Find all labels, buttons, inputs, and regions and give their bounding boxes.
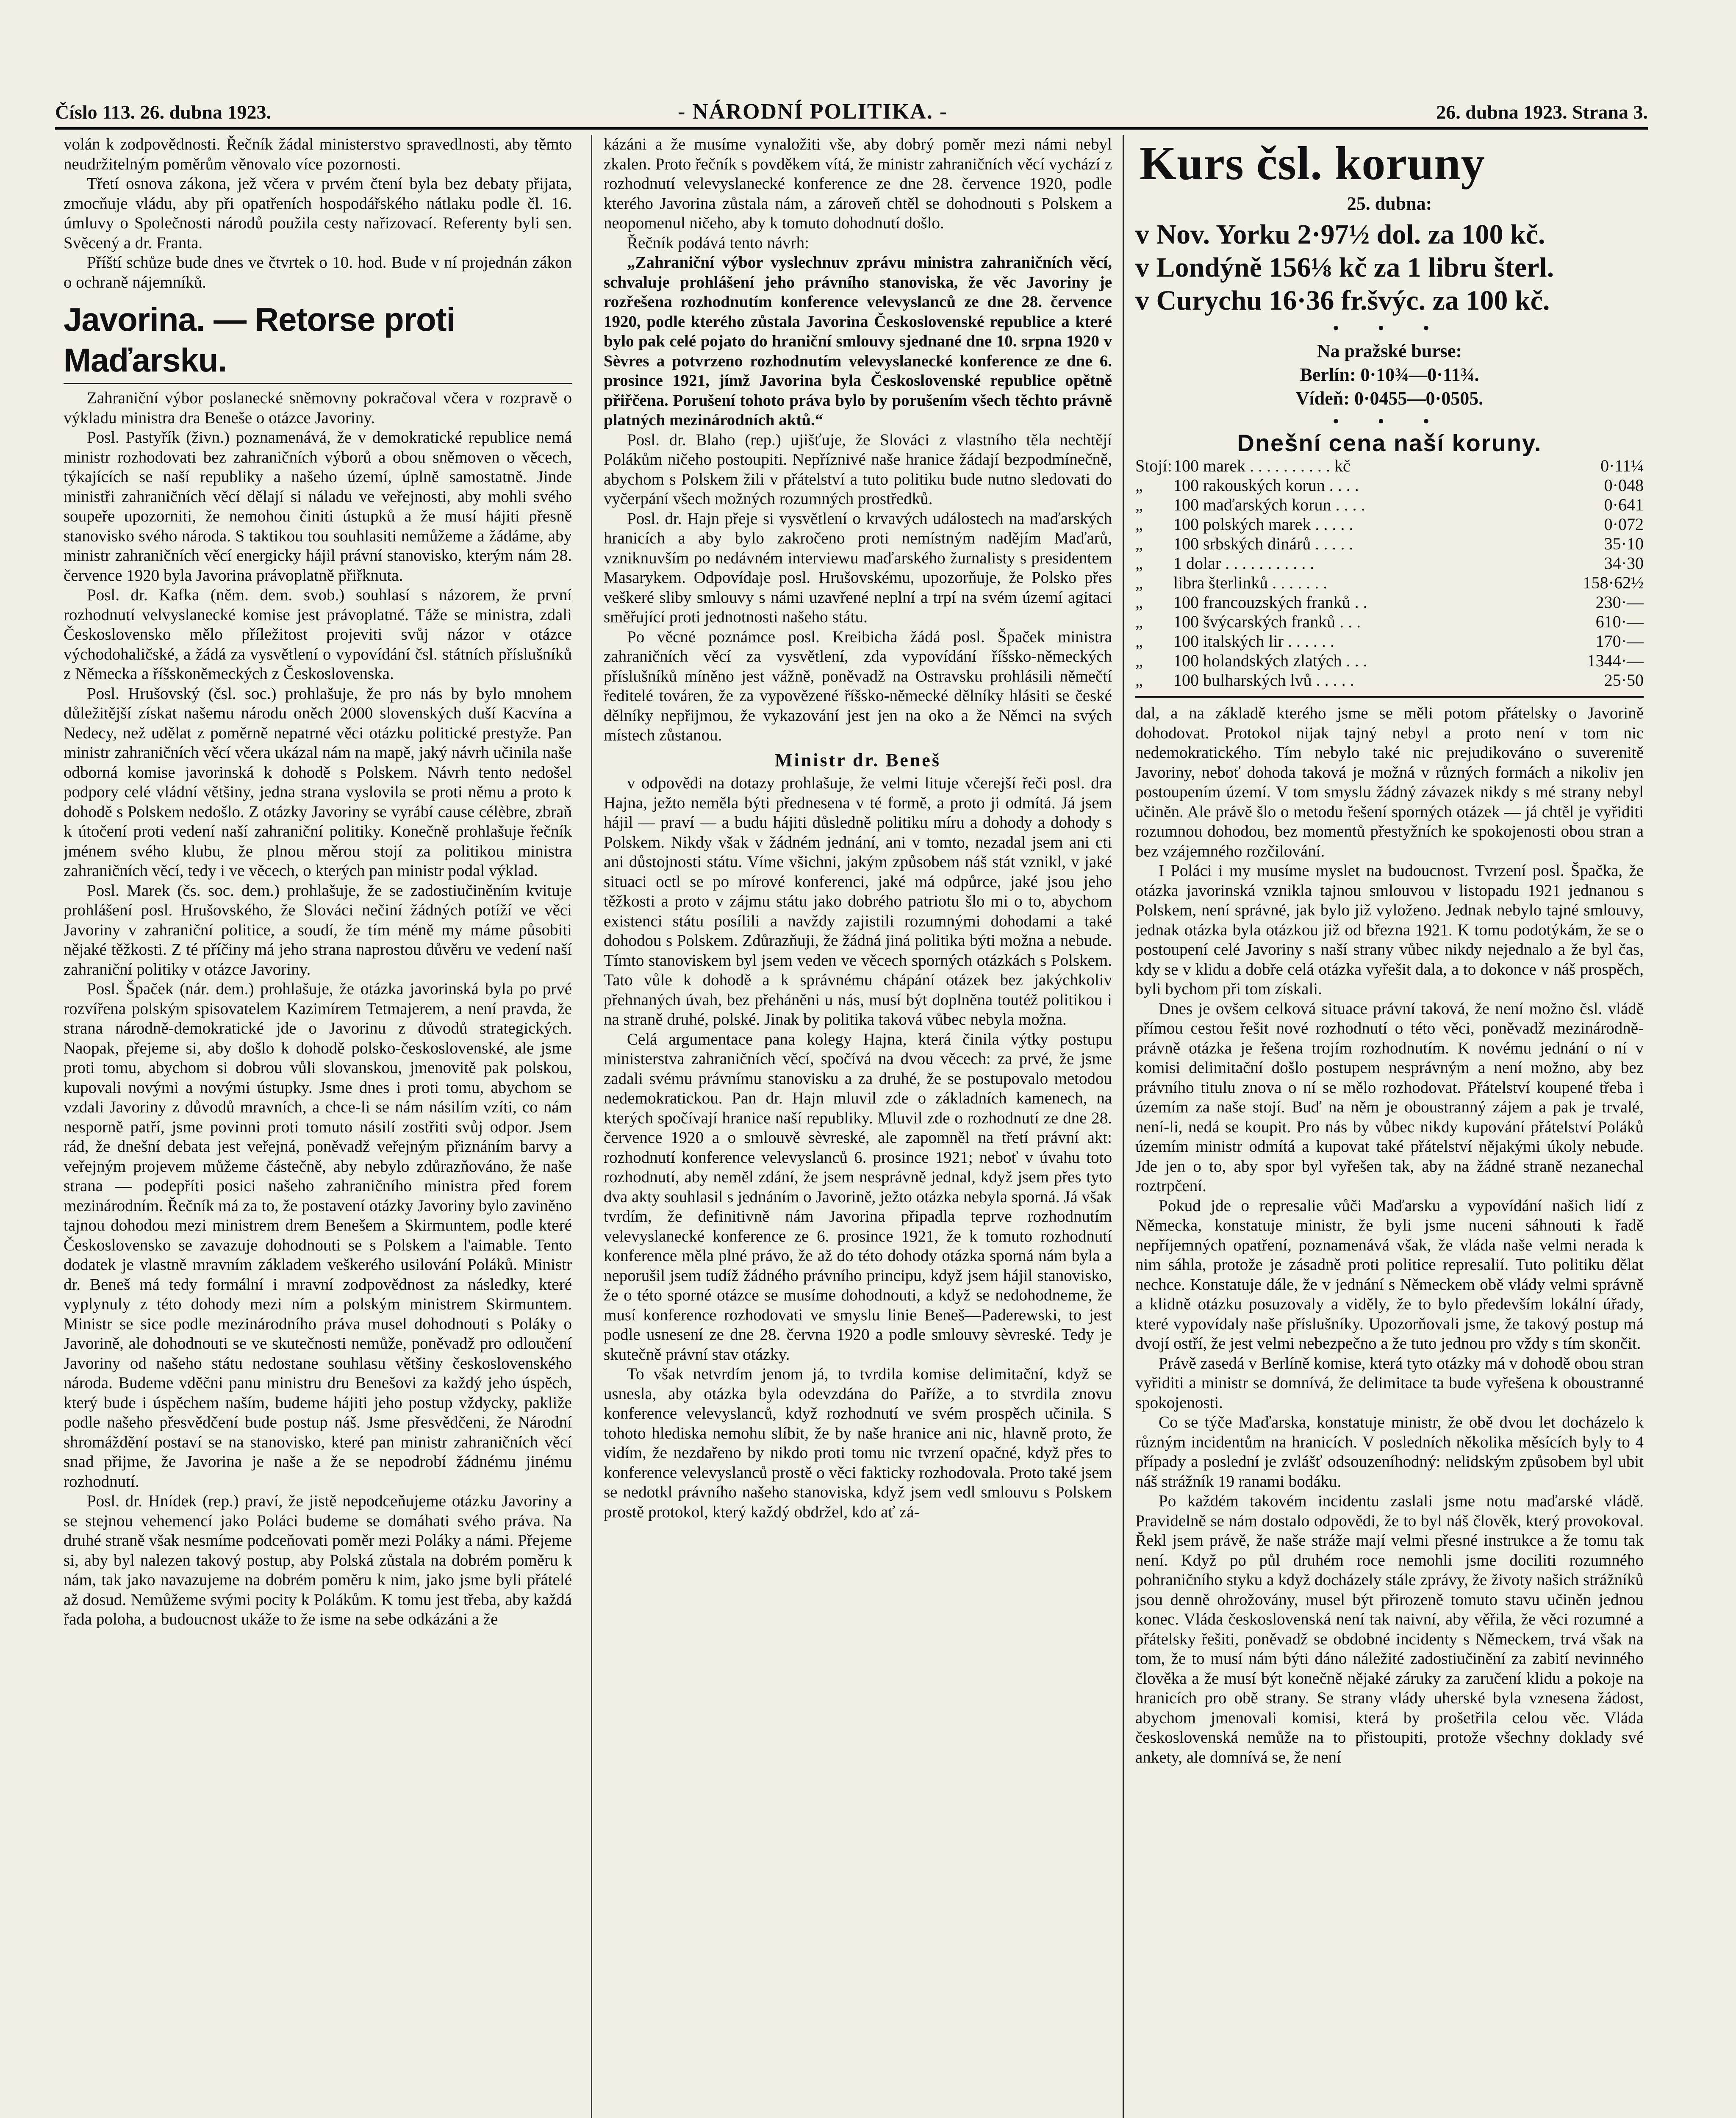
price-row-item: 100 srbských dinárů . . . . . bbox=[1173, 534, 1353, 553]
paragraph: v odpovědi na dotazy prohlašuje, že velmi lituje včerejší řeči posl. dra Hajna, ježto neměla býti přednesena v té formě, a proto ji odmítá. Já jsem hájil — praví — a budu hájiti důsledně politiku míru a dohody a dohody s Polskem. Nikdy však v žádném jednání, ani v tomto, nezadal jsem ani cti ani důstojnosti státu. Víme všichni, jakým způsobem náš stát vznikl, v jaké situaci octl se po mírové konferenci, jaké má odpůrce, jaké jsou jeho těžkosti a proto v zájmu státu jako dobrého patriotu šlo mi o to, abychom existenci státu posílili a navždy zajistili rozumnými dohodami a také dohodou s Polskem. Zdůrazňuji, že žádná jiná politika býti možna a nebude. Tímto stanoviskem byl jsem veden ve věcech sporných otázkách s Polskem. Tato vůle k dohodě a k správnému chápání otázek bez jakýchkoliv přehnaných úvah, bez přeháněni u nás, musí být doplněna toutéž politikou i na straně druhé, polské. Jinak by politika taková vůbec nebyla možna. bbox=[604, 774, 1112, 1029]
price-row bbox=[1135, 534, 1644, 554]
price-row-marker: „ bbox=[1135, 671, 1143, 690]
rate-new-york: v Nov. Yorku 2·97½ dol. za 100 kč. bbox=[1135, 219, 1545, 250]
price-row-marker: „ bbox=[1135, 651, 1143, 670]
price-row-item: 100 rakouských korun . . . . bbox=[1173, 476, 1359, 495]
masthead bbox=[55, 97, 1648, 126]
separator-dots: • • • bbox=[1332, 317, 1447, 338]
paragraph: Příští schůze bude dnes ve čtvrtek o 10. hod. Bude v ní projednán zákon o ochraně nájemníků. bbox=[64, 253, 572, 291]
price-row-marker: „ bbox=[1135, 573, 1143, 592]
rate-zurich: v Curychu 16·36 fr.švýc. za 100 kč. bbox=[1135, 285, 1550, 316]
price-row bbox=[1135, 671, 1644, 690]
crown-price-title: Dnešní cena naší koruny. bbox=[1237, 429, 1542, 456]
exchange-rate-title: Kurs čsl. koruny bbox=[1140, 137, 1485, 190]
column-divider bbox=[591, 135, 592, 2118]
paragraph: Posl. Marek (čs. soc. dem.) prohlašuje, že se zadostiučiněním kvituje prohlášení posl. Hrušovského, že Slováci nečiní žádných potíží ve věci Javoriny v zahraniční politice, a soudí, že tím méně my máme působiti nějaké těžkosti. Z té příčiny má jeho strana naprostou důvěru ve vedení naší zahraniční politiky v otázce Javoriny. bbox=[64, 881, 572, 979]
paragraph: Posl. Pastyřík (živn.) poznamenává, že v demokratické republice nemá ministr rozhodovati bez zahraničních výborů a obou sněmoven o věcech, týkajících se naší republiky a našeho území, úplně samostatně. Jinde ministři zahraničních věcí dělají si náladu ve veřejnosti, aby mohli svého soupeře upozorniti, že nemohou činiti ústupků a že musí hájiti přesně stanovisko svého národa. S taktikou tou souhlasiti nemůžeme a žádáme, aby ministr zahraničních věcí energicky hájil právní stanovisko, kterým nám 28. července 1920 byla Javorina právoplatně přiřknuta. bbox=[64, 428, 572, 585]
column-2 bbox=[604, 135, 1112, 2118]
price-row-value: 158·62½ bbox=[1583, 573, 1644, 592]
crown-price-table bbox=[1135, 456, 1644, 690]
price-row-item: 100 švýcarských franků . . . bbox=[1173, 612, 1361, 631]
paragraph: Dnes je ovšem celková situace právní taková, že není možno čsl. vládě přímou cestou řešit nové rozhodnutí o této věci, poněvadž mezinárodně-právně otázka je řešena trojím rozhodnutím. K novému jednání o ní v komisi delimitační došlo postupem nesprávným a není možno, aby bez právního titulu znova o ní se mělo rozhodovat. Přátelství koupené třeba i územím za naše stojí. Buď na něm je oboustranný zájem a pak je trvalé, není-li, nedá se koupit. Pro nás by vůbec nikdy kupování přátelství Poláků územím ministr odmítá a kupovat také přátelství nějakými úkoly nebude. Jde jen o to, aby spor byl vyřešen tak, aby na žádné straně nezanechal roztrpčení. bbox=[1135, 999, 1644, 1195]
price-row-value: 35·10 bbox=[1604, 534, 1644, 553]
price-row-marker: „ bbox=[1135, 612, 1143, 631]
price-row-item: 1 dolar . . . . . . . . . . . bbox=[1173, 554, 1314, 573]
column-divider bbox=[1123, 135, 1124, 2118]
price-row-value: 0·641 bbox=[1604, 495, 1644, 514]
burse-title: Na pražské burse: bbox=[1317, 340, 1462, 361]
paragraph: Po každém takovém incidentu zaslali jsme notu maďarské vládě. Pravidelně se nám dostalo odpovědi, že to byl náš člověk, který provokoval. Řekl jsem právě, že naše stráže mají velmi přesné instrukce a že tomu tak není. Když po půl druhém roce nemohli jsme dociliti rozumného pohraničního styku a když docházely stále zprávy, že životy našich strážníků jsou denně ohrožovány, musel být přirozeně tomuto stavu učiněn jednou konec. Vláda československá není tak naivní, aby věřila, že věci rozumné a přátelsky řešiti, poněvadž se obdobné incidenty s Německem, trvá však na tom, že to musí nám býti dáno náležité zadostiučinění za zabití nevinného člověka a že musí být konečně nějaké záruky za zaručení klidu a pokoje na hranicích pro obě strany. Se strany vlády uherské byla vznesena žádost, abychom jmenovali komisi, která by prošetřila celou věc. Vláda československá nemůže na to přistoupiti, protože všechny doklady své ankety, ale domnívá se, že není bbox=[1135, 1492, 1644, 1766]
paragraph: Právě zasedá v Berlíně komise, která tyto otázky má v dohodě obou stran vyřiditi a ministr se domnívá, že delimitace ta bude vyřešena k oboustranné spokojenosti. bbox=[1135, 1354, 1644, 1412]
price-row bbox=[1135, 456, 1644, 476]
paragraph: Posl. dr. Kafka (něm. dem. svob.) souhlasí s názorem, že první rozhodnutí velvyslanecké komise jest právoplatné. Táže se ministra, zdali Československo mělo příležitost projeviti svůj názor v otázce východohaličské, a žádá za vysvětlení o vypovídání čsl. státních příslušníků z Německa a říšskoněmeckých z Československa. bbox=[64, 586, 572, 683]
paragraph: Zahraniční výbor poslanecké sněmovny pokračoval včera v rozpravě o výkladu ministra dra Beneše o otázce Javoriny. bbox=[64, 389, 572, 427]
paragraph: kázáni a že musíme vynaložiti vše, aby dobrý poměr mezi námi nebyl zkalen. Proto řečník s povděkem vítá, že ministr zahraničních věcí vychází z rozhodnutí velevyslanecké konference ze dne 28. července 1920, podle kterého Javorina zůstala nám, a zároveň chtěl se dohodnouti s Polskem a neopomenul ničeho, aby k tomuto dohodnutí došlo. bbox=[604, 135, 1112, 232]
price-row-item: 100 francouzských franků . . bbox=[1173, 593, 1367, 612]
exchange-rate-date: 25. dubna: bbox=[1347, 193, 1432, 214]
column-3 bbox=[1135, 135, 1644, 2118]
price-row bbox=[1135, 612, 1644, 632]
price-row-value: 230·— bbox=[1595, 593, 1644, 612]
newspaper-title: - NÁRODNÍ POLITIKA. - bbox=[678, 100, 948, 124]
price-row bbox=[1135, 495, 1644, 515]
price-row-marker: „ bbox=[1135, 554, 1143, 573]
price-row bbox=[1135, 476, 1644, 495]
price-row-value: 1344·— bbox=[1587, 651, 1644, 670]
price-row-value: 0·072 bbox=[1604, 515, 1644, 534]
price-row-marker: „ bbox=[1135, 593, 1143, 612]
burse-vienna: Vídeň: 0·0455—0·0505. bbox=[1295, 388, 1484, 409]
rate-london: v Londýně 156⅛ kč za 1 libru šterl. bbox=[1135, 252, 1554, 283]
price-row bbox=[1135, 573, 1644, 593]
issue-number: Číslo 113. 26. dubna 1923. bbox=[55, 101, 271, 123]
price-row bbox=[1135, 515, 1644, 534]
price-row-marker: „ bbox=[1135, 632, 1143, 651]
price-row-value: 610·— bbox=[1595, 612, 1644, 631]
price-row-item: 100 maďarských korun . . . . bbox=[1173, 495, 1365, 514]
paragraph: Řečník podává tento návrh: bbox=[627, 233, 809, 252]
paragraph: I Poláci i my musíme myslet na budoucnost. Tvrzení posl. Špačka, že otázka javorinská vznikla tajnou smlouvou v listopadu 1921 jednanou s Polskem, není správné, jak bylo již vyloženo. Jednak nebylo tajné smlouvy, jednak otázka byla otázkou již od března 1921. K tomu podotýkám, že se o postoupení celé Javoriny s naší strany vůbec nikdy nejednalo a že byl čas, kdy se v klidu a dobře celá otázka vyřešit dala, a to dokonce v náš prospěch, byli bychom při tom získali. bbox=[1135, 862, 1644, 998]
price-row-value: 170·— bbox=[1595, 632, 1644, 651]
paragraph: Celá argumentace pana kolegy Hajna, která činila výtky postupu ministerstva zahraničních věcí, spočívá na dvou věcech: za prvé, že jsme zadali svému právnímu stanovisku a za druhé, že se postupovalo metodou nedemokratickou. Pan dr. Hajn mluvil zde o základních kamenech, na kterých spočívají hranice naší republiky. Mluvil zde o rozhodnutí ze dne 28. července 1920 a o smlouvě sèvreské, ale zapomněl na třetí právní akt: rozhodnutí konference velevyslanců 6. prosince 1921; neboť v úvahu toto rozhodnutí, aby neměl zdání, že jsem nesprávně jednal, když jsem přes tyto dva akty souhlasil s jednáním o Javorině, ježto otázka nebyla sporná. Já však tvrdím, že definitivně nám Javorina připadla teprve rozhodnutím velevyslanecké konference ze 6. prosince 1921, že k tomuto rozhodnutí konference měla plné právo, že až do této dohody otázka sporná nám byla a neporušil jsem tudíž žádného právního principu, když jsem hájil stanovisko, že o této sporné otázce se musíme dohodnouti, a když se nedohodneme, že musí konference rozhodovati ve smyslu linie Beneš—Paderewski, to jest podle usnesení ze dne 28. června 1920 a podle smlouvy sèvreské. Tedy je skutečně právní stav otázky. bbox=[604, 1030, 1112, 1364]
resolution-text: „Zahraniční výbor vyslechnuv zprávu ministra zahraničních věcí, schvaluje prohlášení jeho právního stanoviska, že věc Javoriny je rozřešena rozhodnutím konference velevyslanců ze dne 28. července 1920, podle kterého zůstala Javorina Československé republice a které bylo pak celé pojato do hraniční smlouvy sjednané dne 10. srpna 1920 v Sèvres a potvrzeno rozhodnutím velevyslanecké konference ze dne 6. prosince 1921, jímž Javorina byla Československé republice opětně přiřčena. Porušení tohoto práva bylo by porušením všech těchto právně platných mezinárodních aktů.“ bbox=[604, 253, 1112, 429]
section-heading-javorina: Javorina. — Retorse proti Maďarsku. bbox=[64, 299, 572, 384]
price-row-marker: „ bbox=[1135, 534, 1143, 553]
page-number: 26. dubna 1923. Strana 3. bbox=[1436, 101, 1648, 123]
price-row-item: 100 polských marek . . . . . bbox=[1173, 515, 1353, 534]
paragraph: Po věcné poznámce posl. Kreibicha žádá posl. Špaček ministra zahraničních věcí za vysvětlení, zda vypovídání říšsko-německých příslušníků míněno jest vážně, poněvadž na Ostravsku prohlásili němečtí ředitelé továren, že za vypovězené říšsko-německé dělníky hlásiti se české dělníky nepřijmou, že vykazování jest jen na oko a že Němci na svých místech zůstanou. bbox=[604, 627, 1112, 744]
paragraph: Posl. dr. Hnídek (rep.) praví, že jistě nepodceňujeme otázku Javoriny a se stejnou vehemencí jako Poláci budeme se domáhati svého práva. Na druhé straně však nesmíme podceňovati poměr mezi Poláky a námi. Přejeme si, aby byl nalezen takový postup, aby Polská zůstala na dobrém poměru k nám, tak jako navazujeme na dobrém poměru k nim, jako jsme byli přátelé až dosud. Nemůžeme svými pocity k Polákům. K tomu jest třeba, aby každá řada poloha, a budoucnost ukáže to že isme na sebe odkázáni a že bbox=[64, 1492, 572, 1628]
table-rule bbox=[1135, 696, 1644, 698]
paragraph: Co se týče Maďarska, konstatuje ministr, že obě dvou let docházelo k různým incidentům na hranicích. V posledních několika měsících byly to 4 případy a poslední je zvlášť odsouzeníhodný: nelidským způsobem byl ubit náš strážník 19 ranami bodáku. bbox=[1135, 1413, 1644, 1491]
paragraph: Posl. dr. Hajn přeje si vysvětlení o krvavých událostech na maďarských hranicích a aby bylo zakročeno proti nemístným nadějím Maďarů, vzniknuvším po nedávném interviewu maďarského žurnalisty s presidentem Masarykem. Odpovídaje posl. Hrušovskému, upozorňuje, že Polsko přes veškeré sliby smlouvy s námi uzavřené neplní a trpí na svém území agitaci směřující proti jednotnosti našeho státu. bbox=[604, 509, 1112, 626]
subheading-minister: Ministr dr. Beneš bbox=[775, 749, 941, 771]
price-row bbox=[1135, 554, 1644, 573]
price-row-marker: „ bbox=[1135, 476, 1143, 495]
paragraph: Třetí osnova zákona, jež včera v prvém čtení byla bez debaty přijata, zmocňuje vládu, aby při opatřeních hospodářského nátlaku podle čl. 16. úmluvy o Společnosti národů použila cesty nařizovací. Referenty byli sen. Svěcený a dr. Franta. bbox=[64, 175, 572, 252]
price-row-marker: „ bbox=[1135, 515, 1143, 534]
price-row bbox=[1135, 651, 1644, 671]
paragraph: To však netvrdím jenom já, to tvrdila komise delimitační, když se usnesla, aby otázka byla odevzdána do Paříže, a to stvrdila znovu konference velevyslanců, když rozhodnutí ve svém prospěch učinila. S tohoto hlediska nemohu slíbit, že by naše hranice ani nic, hlavně proto, že vidím, že nezdařeno by nikdo proti tomu nic tvrzení opačné, když přes to konference velevyslanců prostě o věci fakticky rozhodovala. Proto také jsem se nedotkl právního našeho stanoviska, když jsem vedl smlouvu s Polskem prostě protokol, který každý obdržel, kdo ať zá- bbox=[604, 1365, 1112, 1521]
price-row-item: 100 holandských zlatých . . . bbox=[1173, 651, 1367, 670]
paragraph: Pokud jde o represalie vůči Maďarsku a vypovídání našich lidí z Německa, konstatuje ministr, že byli jsme nuceni sáhnouti k řadě nepříjemných opatření, poznamenává však, že vláda naše velmi nerada k nim sáhla, protože je zásadně proti politice represalií. Tuto politiku dělat nechce. Konstatuje dále, že v jednání s Německem obě vlády velmi správně a klidně otázku posuzovaly a viděly, že to bylo především lokální úřady, které vypovídaly naše příslušníky. Upozorňovali jsme, že takový postup má dvojí ostří, že jest velmi nebezpečno a že tuto jednou pro vždy s tím skončit. bbox=[1135, 1196, 1644, 1353]
price-row-marker: Stojí: bbox=[1135, 456, 1172, 475]
paragraph: volán k zodpovědnosti. Řečník žádal ministerstvo spravedlnosti, aby těmto neudržitelným poměrům věnovalo více pozornosti. bbox=[64, 135, 572, 173]
paragraph: dal, a na základě kterého jsme se měli potom přátelsky o Javorině dohodovat. Protokol nijak tajný nebyl a proto není v tom nic nedemokratického. Tím nebylo také nic prejudikováno o suverenitě Javoriny, neboť dohoda taková je možná v různých formách a nikoliv jen postoupením území. V tom smyslu žádný závazek nikdy s mé strany nebyl učiněn. Ale právě šlo o metodu řešení sporných otázek — já chtěl je vyřiditi rozumnou dohodou, bez momentů přestyžních ke spokojenosti obou stran a bez vzájemného rozčilování. bbox=[1135, 704, 1644, 860]
column-1 bbox=[64, 135, 572, 2118]
price-row-value: 0·11¼ bbox=[1600, 456, 1644, 475]
price-row-item: libra šterlinků . . . . . . . bbox=[1173, 573, 1328, 592]
price-row bbox=[1135, 593, 1644, 612]
paragraph: Posl. dr. Blaho (rep.) ujišťuje, že Slováci z vlastního těla nechtějí Polákům ničeho postoupiti. Nepříznivé naše hranice žádají bezpodmínečně, abychom s Polskem žili v přátelství a tuto politiku bude nutno sledovati do vyčerpání všech možných rozumných prostředků. bbox=[604, 430, 1112, 508]
price-row-value: 34·30 bbox=[1604, 554, 1644, 573]
price-row-item: 100 bulharských lvů . . . . . bbox=[1173, 671, 1354, 690]
paragraph: Posl. Hrušovský (čsl. soc.) prohlašuje, že pro nás by bylo mnohem důležitější získat našemu národu oněch 2000 slovenských duší Kacvína a Nedecy, než udělat z poměrně nepatrné věci otázku politické prestyže. Pan ministr zahraničních věcí včera ukázal nám na mapě, jaký návrh učinila naše odborná komise javorinská k dohodě s Polskem. Návrh tento nedošel podpory celé vládní většiny, jedna strana vyslovila se proti němu a proto k dohodě s Polskem nedošlo. Z otázky Javoriny se vyrábí cause célèbre, zbraň k útočení proti vedení naší zahraniční politiky. Konečně prohlašuje řečník jménem svého klubu, že plnou měrou stojí za politikou ministra zahraničních věcí, tedy i ve věcech, o kterých pan ministr podal výklad. bbox=[64, 684, 572, 880]
price-row-marker: „ bbox=[1135, 495, 1143, 514]
burse-berlin: Berlín: 0·10¾—0·11¾. bbox=[1300, 364, 1479, 385]
price-row bbox=[1135, 632, 1644, 651]
paragraph: Posl. Špaček (nár. dem.) prohlašuje, že otázka javorinská byla po prvé rozvířena polským spisovatelem Kazimírem Tetmajerem, a není pravda, že strana národně-demokratické jde o Javorinu z důvodů strategických. Naopak, přejeme si, aby došlo k dohodě polsko-československé, ale jsme proti tomu, abychom si dobrou vůli slovanskou, jmenovitě pak polskou, kupovali novými a novými ústupky. Jsme dnes i proti tomu, abychom se vzdali Javoriny z důvodů mravních, a chce-li se nám násilím vzíti, co nám nesporně patří, jsme povinni proti tomuto násilí zostřiti svůj odpor. Jsem rád, že dnešní debata jest veřejná, poněvadž veřejným přiznáním barvy a veřejným projevem můžeme částečně, aby nebylo zdůrazňováno, že naše strana — podepříti posici našeho zahraničního ministra před forem mezinárodním. Řečník má za to, že postavení otázky Javoriny bylo zaviněno tajnou dohodou mezi ministrem drem Benešem a Skirmuntem, podle které Československo se zavazuje dohodnouti se s Polskem a l'aimable. Tento dodatek je vlastně mravním základem veškerého usilování Poláků. Ministr dr. Beneš má tedy formální i mravní zodpovědnost za následky, které vyplynuly z této dohody mezi ním a polským ministrem Skirmuntem. Ministr se sice podle mezinárodního práva musel dohodnouti s Poláky o Javorině, ale dohodnouti se ve skutečnosti nemůže, poněvadž pro odloučení Javoriny od našeho státu nedostane souhlasu většiny československého národa. Budeme vděčni panu ministru dru Benešovi za každý jeho úspěch, který bude i úspěchem naším, budeme hájiti jeho postup vždycky, pakliže podle našeho přesvědčení bude postup náš. Jsme přesvědčeni, že Národní shromáždění postaví se na stanovisko, které pan ministr zahraničních věcí snad přijme, že Javorina je naše a že se nepodrobí žádnému jinému rozhodnutí. bbox=[64, 980, 572, 1491]
price-row-value: 0·048 bbox=[1604, 476, 1644, 495]
price-row-item: 100 italských lir . . . . . . bbox=[1173, 632, 1334, 651]
separator-dots: • • • bbox=[1332, 410, 1447, 432]
price-row-value: 25·50 bbox=[1604, 671, 1644, 690]
masthead-rule bbox=[55, 127, 1648, 130]
price-row-item: 100 marek . . . . . . . . . . kč bbox=[1173, 456, 1351, 475]
